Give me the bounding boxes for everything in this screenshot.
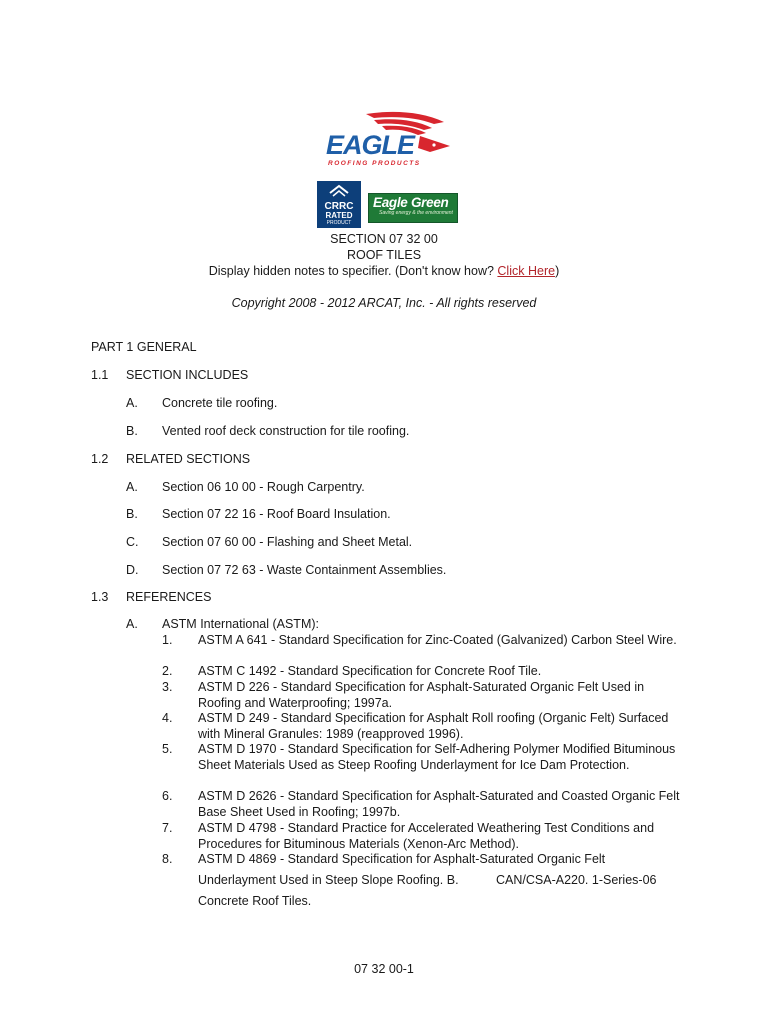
house-icon [328,184,350,200]
reference-number: 4. [162,711,173,725]
section-number: SECTION 07 32 00 [330,232,438,246]
list-item-letter: A. [126,480,138,494]
reference-item: ASTM D 1970 - Standard Specification for Self-Adhering Polymer Modified Bituminous Sheet Materials Used as Steep Roofing Underlayment for Ice Dam Protection. [198,742,676,772]
reference-item: ASTM D 4869 - Standard Specification for Asphalt-Saturated Organic Felt [198,852,606,866]
list-item: Section 07 60 00 - Flashing and Sheet Metal. [162,535,413,549]
section-1-3-title: REFERENCES [126,590,212,604]
reference-number: 1. [162,633,173,647]
list-item: Section 06 10 00 - Rough Carpentry. [162,480,365,494]
part-heading: PART 1 GENERAL [91,340,197,354]
list-item: Concrete tile roofing. [162,396,278,410]
eagle-green-title: Eagle Green [373,195,449,210]
specifier-notes-line [0,264,768,278]
list-item: Section 07 72 63 - Waste Containment Assemblies. [162,563,447,577]
eagle-roofing-logo [316,108,456,178]
crrc-label: CRRC [324,201,354,212]
reference-item: ASTM C 1492 - Standard Specification for Concrete Roof Tile. [198,664,542,678]
section-1-2-number: 1.2 [91,452,109,466]
list-item: Vented roof deck construction for tile roofing. [162,424,410,438]
eagle-green-tagline: Saving energy & the environment [379,210,453,216]
list-item-letter: D. [126,563,139,577]
section-title: ROOF TILES [346,248,422,262]
list-item: ASTM International (ASTM): [162,617,319,631]
section-1-3-number: 1.3 [91,590,109,604]
page-number: 07 32 00-1 [354,962,414,976]
crrc-rated-label: RATED [325,211,353,220]
click-here-link[interactable]: Click Here [497,264,556,278]
section-1-2-title: RELATED SECTIONS [126,452,251,466]
crrc-product-label: PRODUCT [326,220,352,226]
eagle-green-badge [368,193,458,223]
section-1-1-title: SECTION INCLUDES [126,368,249,382]
list-item-letter: B. [126,507,138,521]
reference-item: ASTM D 249 - Standard Specification for Asphalt Roll roofing (Organic Felt) Surfaced with Mineral Granules: 1989 (reapproved 1996). [198,711,669,741]
notes-text: Display hidden notes to specifier. (Don't know how? [208,264,498,278]
list-item-letter: B. [126,424,138,438]
reference-continuation: Underlayment Used in Steep Slope Roofing. B. [198,873,459,887]
logo-subtitle: ROOFING PRODUCTS [328,160,421,167]
list-item-letter: A. [126,396,138,410]
notes-close-paren: ) [555,264,560,278]
reference-number: 2. [162,664,173,678]
reference-number: 5. [162,742,173,756]
crrc-rated-badge [317,181,361,228]
reference-item: ASTM D 226 - Standard Specification for Asphalt-Saturated Organic Felt Used in Roofing and Waterproofing; 1997a. [198,680,645,710]
section-1-1-number: 1.1 [91,368,109,382]
reference-item: ASTM A 641 - Standard Specification for Zinc-Coated (Galvanized) Carbon Steel Wire. [198,633,677,647]
certification-badges [317,181,459,228]
reference-number: 3. [162,680,173,694]
reference-number: 6. [162,789,173,803]
reference-number: 7. [162,821,173,835]
reference-continuation: CAN/CSA-A220. 1-Series-06 [496,873,657,887]
reference-continuation: Concrete Roof Tiles. [198,894,312,908]
list-item-letter: A. [126,617,138,631]
logo-wordmark: EAGLE [326,130,415,160]
reference-item: ASTM D 4798 - Standard Practice for Accelerated Weathering Test Conditions and Procedures for Bituminous Materials (Xenon-Arc Method). [198,821,655,851]
list-item: Section 07 22 16 - Roof Board Insulation. [162,507,391,521]
reference-item: ASTM D 2626 - Standard Specification for Asphalt-Saturated and Coasted Organic Felt Base Sheet Used in Roofing; 1997b. [198,789,680,819]
reference-number: 8. [162,852,173,866]
list-item-letter: C. [126,535,139,549]
copyright-notice: Copyright 2008 - 2012 ARCAT, Inc. - All rights reserved [231,296,537,310]
